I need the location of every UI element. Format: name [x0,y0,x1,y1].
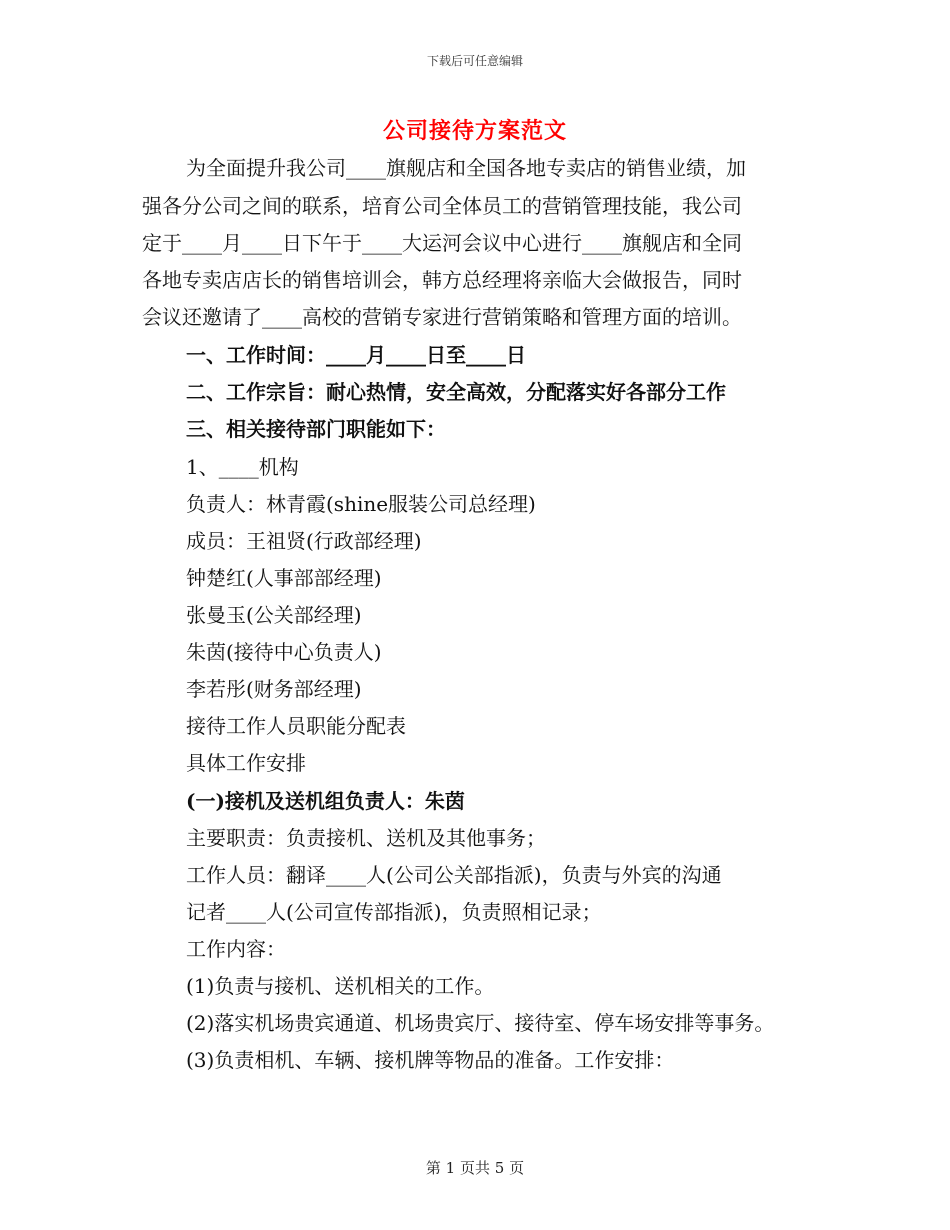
section-work-time: 一、工作时间：____月____日至____日 [186,343,526,367]
org-item: 朱茵(接待中心负责人) [186,640,382,664]
section-work-purpose: 二、工作宗旨：耐心热情，安全高效，分配落实好各部分工作 [186,380,726,404]
group-line: 工作内容： [186,937,286,961]
org-item: 张曼玉(公关部经理) [186,603,362,627]
group-line: (1)负责与接机、送机相关的工作。 [186,974,495,998]
org-item: 负责人：林青霞(shine服装公司总经理) [186,492,536,516]
group-line: 工作人员：翻译____人(公司公关部指派)，负责与外宾的沟通 [186,863,722,887]
org-item: 1、____机构 [186,455,299,479]
header-note: 下载后可任意编辑 [426,54,523,68]
group-heading: (一)接机及送机组负责人：朱茵 [186,789,465,813]
org-item: 具体工作安排 [186,751,306,775]
intro-line-5: 会议还邀请了____高校的营销专家进行营销策略和管理方面的培训。 [142,305,742,329]
org-item: 钟楚红(人事部部经理) [186,566,382,590]
org-item: 接待工作人员职能分配表 [186,714,406,738]
intro-line-2: 强各分公司之间的联系，培育公司全体员工的营销管理技能，我公司 [142,194,742,218]
intro-line-3: 定于____月____日下午于____大运河会议中心进行____旗舰店和全同 [142,231,742,255]
org-item: 李若彤(财务部经理) [186,677,362,701]
page-footer: 第 1 页共 5 页 [425,1159,525,1177]
group-line: (2)落实机场贵宾通道、机场贵宾厅、接待室、停车场安排等事务。 [186,1011,775,1035]
group-line: (3)负责相机、车辆、接机牌等物品的准备。工作安排： [186,1048,675,1072]
document-title: 公司接待方案范文 [382,118,567,144]
intro-line-4: 各地专卖店店长的销售培训会，韩方总经理将亲临大会做报告，同时 [142,268,742,292]
group-line: 记者____人(公司宣传部指派)，负责照相记录； [186,900,602,924]
org-item: 成员：王祖贤(行政部经理) [186,529,422,553]
group-line: 主要职责：负责接机、送机及其他事务； [186,826,546,850]
intro-line-1: 为全面提升我公司____旗舰店和全国各地专卖店的销售业绩，加 [186,156,746,180]
section-departments: 三、相关接待部门职能如下： [186,417,446,441]
